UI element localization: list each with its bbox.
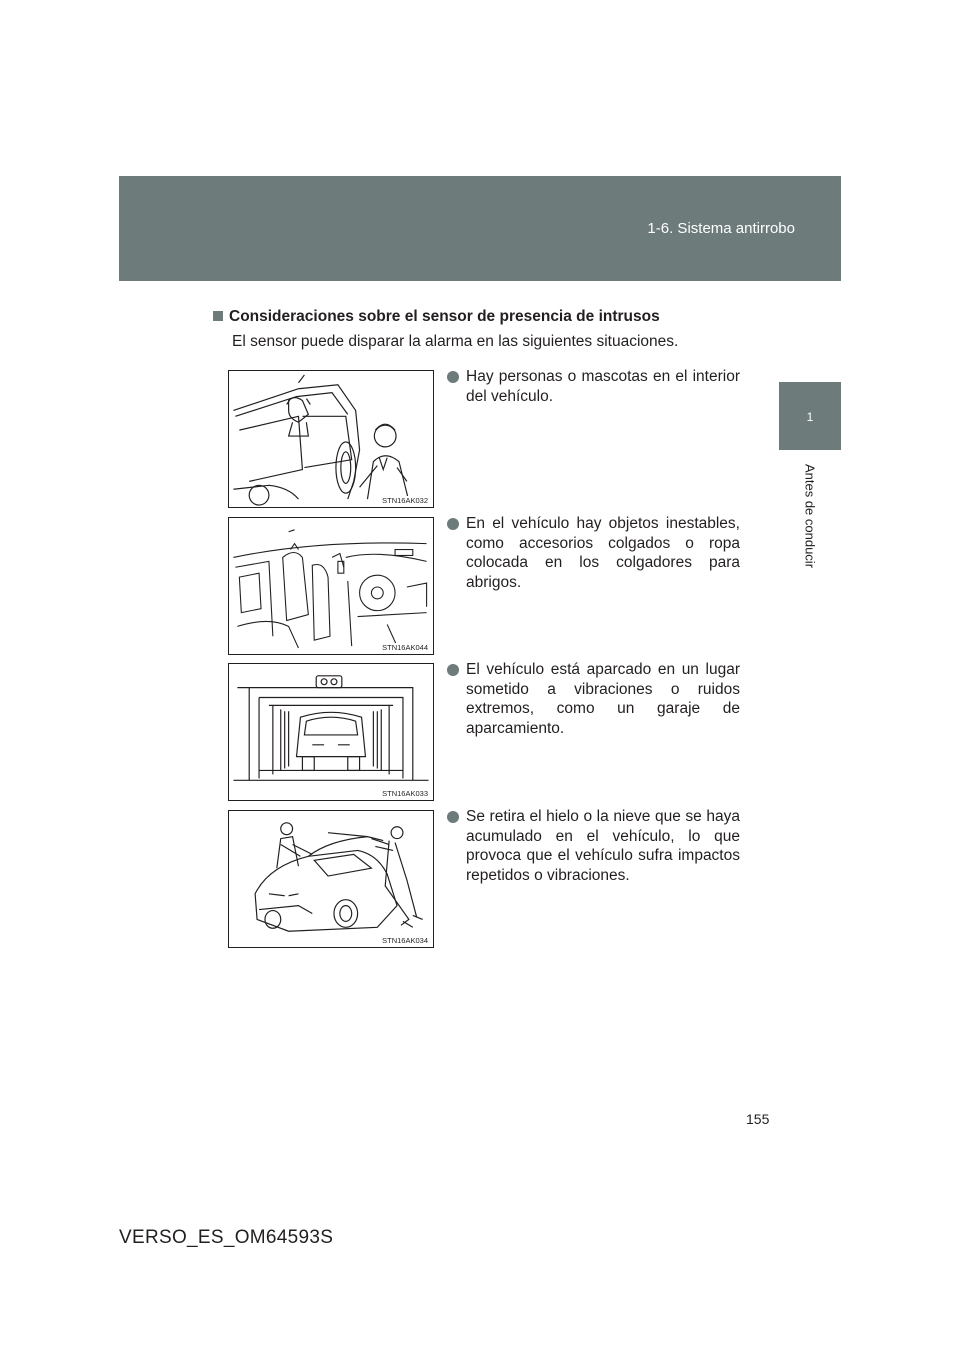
car-interior-illustration: [229, 518, 433, 654]
figure-person-pet: [228, 370, 434, 508]
figure-code: STN16AK034: [382, 936, 428, 945]
section-title: Consideraciones sobre el sensor de presencia de intrusos: [213, 308, 660, 326]
figure-code: STN16AK032: [382, 496, 428, 505]
bullet-item: En el vehículo hay objetos inestables, como accesorios colgados o ropa colocada en los colgadores para abrigos.: [447, 514, 740, 592]
footer-code: VERSO_ES_OM64593S: [119, 1227, 334, 1248]
chapter-header: [119, 176, 841, 281]
square-bullet-icon: [213, 311, 223, 321]
car-with-pet-illustration: [229, 371, 433, 507]
chapter-tab: [779, 382, 841, 450]
intro-text: El sensor puede disparar la alarma en las siguientes situaciones.: [232, 333, 679, 350]
figure-code: STN16AK033: [382, 789, 428, 798]
page-number: 155: [746, 1111, 770, 1127]
section-name: 1-6. Sistema antirrobo: [647, 220, 795, 237]
figure-snow-removal: [228, 810, 434, 948]
bullet-item: Hay personas o mascotas en el interior del vehículo.: [447, 367, 740, 406]
bullet-icon: [447, 371, 459, 383]
chapter-number: 1: [806, 410, 814, 424]
bullet-icon: [447, 811, 459, 823]
bullet-icon: [447, 664, 459, 676]
bullet-icon: [447, 518, 459, 530]
car-wash-illustration: [229, 664, 433, 800]
bullet-item: El vehículo está aparcado en un lugar sometido a vibraciones o ruidos extremos, como un garaje de aparcamiento.: [447, 660, 740, 738]
figure-car-wash: [228, 663, 434, 801]
snow-removal-illustration: [229, 811, 433, 947]
bullet-item: Se retira el hielo o la nieve que se haya acumulado en el vehículo, lo que provoca que el vehículo sufra impactos repetidos o vibraciones.: [447, 807, 740, 885]
figure-code: STN16AK044: [382, 643, 428, 652]
chapter-label: Antes de conducir: [802, 463, 818, 569]
figure-interior-objects: [228, 517, 434, 655]
